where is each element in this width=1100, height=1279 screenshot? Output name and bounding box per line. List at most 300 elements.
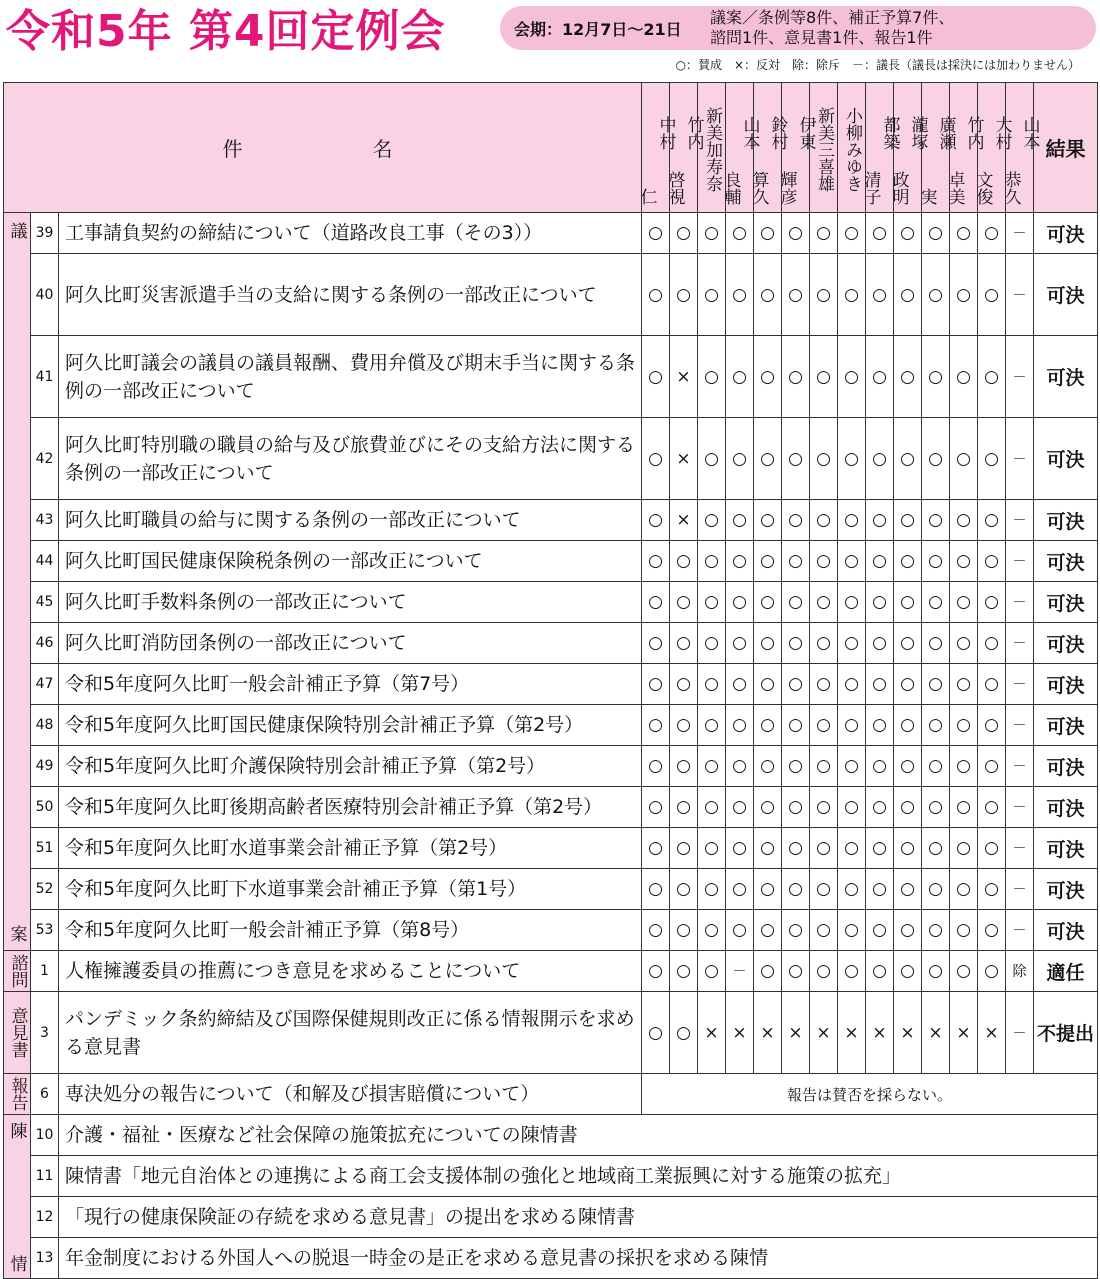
- report-note: 報告は賛否を採らない。: [642, 1074, 1098, 1115]
- vote-cell: ○: [838, 623, 866, 664]
- summary-line-1: 議案／条例等8件、補正予算7件、: [710, 8, 955, 27]
- vote-cell: ○: [866, 500, 894, 541]
- vote-cell: －: [1006, 828, 1034, 869]
- vote-cell: ○: [698, 746, 726, 787]
- vote-cell: ○: [726, 582, 754, 623]
- vote-cell: ○: [978, 500, 1006, 541]
- vote-cell: ○: [810, 418, 838, 500]
- vote-cell: ○: [866, 623, 894, 664]
- vote-cell: ○: [642, 705, 670, 746]
- result-cell: 可決: [1034, 213, 1098, 254]
- vote-cell: ○: [922, 254, 950, 336]
- vote-cell: ○: [782, 582, 810, 623]
- result-cell: 可決: [1034, 336, 1098, 418]
- vote-legend: ○：賛成 ×：反対 除：除斥 －：議長（議長は採決には加わりません）: [675, 58, 1080, 72]
- vote-cell: ○: [922, 705, 950, 746]
- vote-cell: ○: [950, 582, 978, 623]
- table-row: [4, 541, 1098, 582]
- table-row: [4, 992, 1098, 1074]
- vote-cell: ○: [754, 951, 782, 992]
- vote-cell: ×: [950, 992, 978, 1074]
- vote-cell: ○: [810, 951, 838, 992]
- member-header: 瀧塚 政明: [894, 83, 922, 213]
- vote-cell: ○: [642, 500, 670, 541]
- vote-cell: ○: [894, 582, 922, 623]
- vote-cell: ○: [642, 951, 670, 992]
- item-number: 11: [31, 1156, 59, 1197]
- item-title: 陳情書「地元自治体との連携による商工会支援体制の強化と地域商工業振興に対する施策の拡充」: [59, 1156, 1098, 1197]
- vote-cell: ○: [754, 582, 782, 623]
- vote-cell: ○: [866, 582, 894, 623]
- vote-cell: ○: [698, 951, 726, 992]
- vote-cell: ○: [726, 336, 754, 418]
- vote-cell: ○: [894, 213, 922, 254]
- vote-cell: ○: [866, 418, 894, 500]
- item-number: 44: [31, 541, 59, 582]
- vote-cell: －: [1006, 992, 1034, 1074]
- vote-cell: ○: [950, 828, 978, 869]
- item-number: 42: [31, 418, 59, 500]
- result-cell: 可決: [1034, 254, 1098, 336]
- vote-cell: ○: [838, 951, 866, 992]
- item-title: 「現行の健康保険証の存続を求める意見書」の提出を求める陳情書: [59, 1197, 1098, 1238]
- vote-cell: ○: [754, 705, 782, 746]
- vote-cell: ○: [894, 869, 922, 910]
- result-cell: 可決: [1034, 705, 1098, 746]
- vote-cell: ○: [782, 336, 810, 418]
- vote-cell: ○: [698, 336, 726, 418]
- vote-cell: ○: [922, 787, 950, 828]
- item-number: 49: [31, 746, 59, 787]
- vote-cell: ○: [810, 705, 838, 746]
- member-header: 竹内 卓美: [950, 83, 978, 213]
- item-number: 13: [31, 1238, 59, 1279]
- vote-cell: ×: [670, 500, 698, 541]
- vote-cell: ○: [782, 869, 810, 910]
- vote-cell: ○: [698, 828, 726, 869]
- result-cell: 可決: [1034, 418, 1098, 500]
- vote-cell: ○: [866, 254, 894, 336]
- item-title: 阿久比町特別職の職員の給与及び旅費並びにその支給方法に関する条例の一部改正について: [59, 418, 642, 500]
- table-row: [4, 213, 1098, 254]
- item-title: 専決処分の報告について（和解及び損害賠償について）: [59, 1074, 642, 1115]
- result-cell: 可決: [1034, 500, 1098, 541]
- voting-results-table: [3, 82, 1098, 1279]
- vote-cell: ○: [726, 213, 754, 254]
- vote-cell: ○: [670, 992, 698, 1074]
- vote-cell: ○: [922, 541, 950, 582]
- vote-cell: ×: [866, 992, 894, 1074]
- table-row: [4, 746, 1098, 787]
- vote-cell: ○: [726, 828, 754, 869]
- vote-cell: 除: [1006, 951, 1034, 992]
- item-title: 令和5年度阿久比町後期高齢者医療特別会計補正予算（第2号）: [59, 787, 642, 828]
- result-cell: 可決: [1034, 623, 1098, 664]
- vote-cell: －: [1006, 746, 1034, 787]
- result-cell: 可決: [1034, 541, 1098, 582]
- vote-cell: ○: [922, 869, 950, 910]
- vote-cell: ○: [754, 254, 782, 336]
- vote-cell: ○: [754, 213, 782, 254]
- vote-cell: ○: [866, 746, 894, 787]
- session-summary: [710, 8, 954, 48]
- category-label: 陳情: [6, 1121, 27, 1272]
- vote-cell: ○: [978, 541, 1006, 582]
- table-row: [4, 869, 1098, 910]
- vote-cell: ○: [642, 623, 670, 664]
- vote-cell: ○: [726, 746, 754, 787]
- vote-cell: ×: [978, 992, 1006, 1074]
- vote-cell: ×: [894, 992, 922, 1074]
- vote-cell: ○: [754, 336, 782, 418]
- vote-cell: ○: [978, 623, 1006, 664]
- vote-cell: ○: [670, 910, 698, 951]
- table-row: [4, 787, 1098, 828]
- table-row: [4, 828, 1098, 869]
- vote-cell: ○: [838, 418, 866, 500]
- vote-cell: ×: [782, 992, 810, 1074]
- vote-cell: ×: [670, 336, 698, 418]
- vote-cell: ○: [894, 746, 922, 787]
- vote-cell: ○: [726, 500, 754, 541]
- vote-cell: ○: [754, 787, 782, 828]
- vote-cell: ○: [922, 910, 950, 951]
- vote-cell: ×: [838, 992, 866, 1074]
- vote-cell: ○: [950, 869, 978, 910]
- item-number: 45: [31, 582, 59, 623]
- item-title: 阿久比町国民健康保険税条例の一部改正について: [59, 541, 642, 582]
- item-title: 令和5年度阿久比町一般会計補正予算（第8号）: [59, 910, 642, 951]
- vote-cell: ○: [838, 336, 866, 418]
- vote-cell: ×: [670, 418, 698, 500]
- vote-cell: ○: [670, 787, 698, 828]
- table-row: [4, 1115, 1098, 1156]
- vote-cell: ○: [978, 951, 1006, 992]
- member-header: 廣瀬 実: [922, 83, 950, 213]
- vote-cell: －: [1006, 705, 1034, 746]
- vote-cell: ○: [670, 828, 698, 869]
- vote-cell: ○: [950, 787, 978, 828]
- vote-cell: ○: [922, 500, 950, 541]
- item-title: 人権擁護委員の推薦につき意見を求めることについて: [59, 951, 642, 992]
- member-header: 山本 恭久: [1006, 83, 1034, 213]
- vote-cell: ○: [754, 500, 782, 541]
- vote-cell: ○: [950, 500, 978, 541]
- vote-cell: ○: [726, 541, 754, 582]
- item-title: 工事請負契約の締結について（道路改良工事（その3））: [59, 213, 642, 254]
- vote-cell: ○: [838, 664, 866, 705]
- result-cell: 可決: [1034, 828, 1098, 869]
- vote-cell: ○: [670, 623, 698, 664]
- vote-cell: －: [1006, 500, 1034, 541]
- table-row: [4, 254, 1098, 336]
- vote-cell: ○: [922, 418, 950, 500]
- vote-cell: ○: [810, 623, 838, 664]
- vote-cell: ○: [894, 787, 922, 828]
- table-row: [4, 623, 1098, 664]
- member-header: 小柳みゆき: [838, 83, 866, 213]
- vote-cell: ○: [782, 541, 810, 582]
- vote-cell: ○: [754, 828, 782, 869]
- vote-cell: －: [1006, 254, 1034, 336]
- vote-cell: ○: [670, 664, 698, 705]
- vote-cell: －: [1006, 787, 1034, 828]
- vote-cell: ○: [726, 623, 754, 664]
- vote-cell: ○: [978, 213, 1006, 254]
- vote-cell: ○: [754, 623, 782, 664]
- vote-cell: ○: [866, 213, 894, 254]
- vote-cell: ○: [642, 910, 670, 951]
- category-label: 報告: [7, 1077, 28, 1111]
- session-term: 会期：12月7日〜21日: [514, 20, 682, 39]
- vote-cell: ○: [782, 213, 810, 254]
- item-title: 介護・福祉・医療など社会保障の施策拡充についての陳情書: [59, 1115, 1098, 1156]
- result-cell: 可決: [1034, 910, 1098, 951]
- vote-cell: ○: [670, 705, 698, 746]
- item-title: パンデミック条約締結及び国際保健規則改正に係る情報開示を求める意見書: [59, 992, 642, 1074]
- vote-cell: ○: [978, 746, 1006, 787]
- vote-cell: ○: [894, 951, 922, 992]
- vote-cell: ○: [978, 664, 1006, 705]
- vote-cell: ○: [894, 336, 922, 418]
- vote-cell: ○: [838, 746, 866, 787]
- vote-cell: －: [1006, 623, 1034, 664]
- vote-cell: ○: [754, 664, 782, 705]
- vote-cell: ○: [950, 541, 978, 582]
- category-cell: [4, 1074, 31, 1115]
- result-cell: 可決: [1034, 746, 1098, 787]
- vote-cell: ○: [810, 541, 838, 582]
- vote-cell: ○: [894, 541, 922, 582]
- vote-cell: ○: [838, 828, 866, 869]
- vote-cell: ○: [810, 254, 838, 336]
- vote-cell: ○: [978, 787, 1006, 828]
- vote-cell: ○: [726, 418, 754, 500]
- item-number: 52: [31, 869, 59, 910]
- vote-cell: ○: [642, 869, 670, 910]
- table-row: [4, 910, 1098, 951]
- vote-cell: －: [1006, 582, 1034, 623]
- vote-cell: －: [726, 951, 754, 992]
- vote-cell: ○: [866, 910, 894, 951]
- item-title: 阿久比町議会の議員の議員報酬、費用弁償及び期末手当に関する条例の一部改正について: [59, 336, 642, 418]
- vote-cell: ×: [726, 992, 754, 1074]
- vote-cell: ○: [810, 582, 838, 623]
- member-header: 新美加寿奈: [698, 83, 726, 213]
- vote-cell: ○: [810, 787, 838, 828]
- vote-cell: ○: [670, 869, 698, 910]
- column-header-result: 結果: [1034, 83, 1098, 213]
- table-row: [4, 951, 1098, 992]
- vote-cell: ○: [838, 500, 866, 541]
- vote-cell: ○: [642, 746, 670, 787]
- item-number: 51: [31, 828, 59, 869]
- vote-cell: ○: [642, 664, 670, 705]
- vote-cell: ○: [950, 705, 978, 746]
- vote-cell: ○: [698, 213, 726, 254]
- vote-cell: ○: [866, 787, 894, 828]
- vote-cell: －: [1006, 213, 1034, 254]
- item-number: 39: [31, 213, 59, 254]
- vote-cell: ○: [810, 500, 838, 541]
- category-cell: [4, 951, 31, 992]
- member-header: 新美三喜雄: [810, 83, 838, 213]
- item-number: 12: [31, 1197, 59, 1238]
- category-cell: [4, 992, 31, 1074]
- vote-cell: ○: [698, 705, 726, 746]
- vote-cell: ○: [782, 951, 810, 992]
- vote-cell: ○: [978, 582, 1006, 623]
- vote-cell: ○: [866, 951, 894, 992]
- vote-cell: ○: [642, 418, 670, 500]
- category-label: 意見書: [7, 1007, 28, 1058]
- vote-cell: ×: [922, 992, 950, 1074]
- item-title: 令和5年度阿久比町下水道事業会計補正予算（第1号）: [59, 869, 642, 910]
- header-row: [4, 83, 1098, 213]
- item-title: 令和5年度阿久比町国民健康保険特別会計補正予算（第2号）: [59, 705, 642, 746]
- vote-cell: ×: [810, 992, 838, 1074]
- vote-cell: ×: [754, 992, 782, 1074]
- vote-cell: ○: [782, 623, 810, 664]
- vote-cell: ○: [782, 787, 810, 828]
- vote-cell: ○: [754, 418, 782, 500]
- vote-cell: ○: [782, 910, 810, 951]
- member-header: 鈴村 算久: [754, 83, 782, 213]
- vote-cell: ○: [950, 746, 978, 787]
- item-title: 阿久比町手数料条例の一部改正について: [59, 582, 642, 623]
- table-row: [4, 336, 1098, 418]
- vote-cell: ○: [894, 500, 922, 541]
- item-number: 48: [31, 705, 59, 746]
- vote-cell: ○: [810, 910, 838, 951]
- vote-cell: ○: [698, 910, 726, 951]
- table-row: [4, 1074, 1098, 1115]
- result-cell: 不提出: [1034, 992, 1098, 1074]
- vote-cell: ○: [754, 541, 782, 582]
- vote-cell: ○: [642, 254, 670, 336]
- vote-cell: ○: [922, 664, 950, 705]
- vote-cell: ○: [838, 213, 866, 254]
- vote-cell: ○: [950, 336, 978, 418]
- table-row: [4, 418, 1098, 500]
- vote-cell: ○: [726, 869, 754, 910]
- vote-cell: ○: [894, 664, 922, 705]
- vote-cell: ○: [670, 951, 698, 992]
- vote-cell: ○: [810, 336, 838, 418]
- vote-cell: ○: [810, 213, 838, 254]
- vote-cell: ○: [922, 951, 950, 992]
- result-cell: 可決: [1034, 582, 1098, 623]
- item-title: 令和5年度阿久比町水道事業会計補正予算（第2号）: [59, 828, 642, 869]
- table-row: [4, 705, 1098, 746]
- item-title: 令和5年度阿久比町介護保険特別会計補正予算（第2号）: [59, 746, 642, 787]
- item-number: 40: [31, 254, 59, 336]
- vote-cell: ○: [978, 254, 1006, 336]
- vote-cell: ○: [838, 541, 866, 582]
- table-row: [4, 1238, 1098, 1279]
- member-header: 山本 良輔: [726, 83, 754, 213]
- vote-cell: ×: [698, 992, 726, 1074]
- vote-cell: ○: [978, 869, 1006, 910]
- vote-cell: ○: [866, 828, 894, 869]
- vote-cell: ○: [698, 582, 726, 623]
- member-header: 大村 文俊: [978, 83, 1006, 213]
- vote-cell: ○: [978, 336, 1006, 418]
- item-title: 阿久比町職員の給与に関する条例の一部改正について: [59, 500, 642, 541]
- item-title: 阿久比町消防団条例の一部改正について: [59, 623, 642, 664]
- vote-cell: ○: [978, 705, 1006, 746]
- result-cell: 適任: [1034, 951, 1098, 992]
- vote-cell: ○: [838, 869, 866, 910]
- vote-cell: ○: [922, 623, 950, 664]
- vote-cell: ○: [922, 828, 950, 869]
- item-number: 50: [31, 787, 59, 828]
- vote-cell: ○: [698, 869, 726, 910]
- item-number: 6: [31, 1074, 59, 1115]
- vote-cell: ○: [726, 664, 754, 705]
- vote-cell: ○: [838, 787, 866, 828]
- table-row: [4, 664, 1098, 705]
- vote-cell: ○: [810, 869, 838, 910]
- vote-cell: ○: [894, 828, 922, 869]
- vote-cell: ○: [894, 910, 922, 951]
- vote-cell: ○: [950, 910, 978, 951]
- vote-cell: ○: [642, 992, 670, 1074]
- vote-cell: ○: [670, 582, 698, 623]
- vote-cell: ○: [726, 910, 754, 951]
- vote-cell: ○: [866, 541, 894, 582]
- vote-cell: ○: [698, 418, 726, 500]
- vote-cell: ○: [698, 664, 726, 705]
- item-number: 47: [31, 664, 59, 705]
- vote-cell: ○: [642, 213, 670, 254]
- member-header: 都築 清子: [866, 83, 894, 213]
- vote-cell: ○: [838, 705, 866, 746]
- vote-cell: ○: [754, 746, 782, 787]
- vote-cell: ○: [782, 254, 810, 336]
- vote-cell: －: [1006, 541, 1034, 582]
- vote-cell: ○: [642, 582, 670, 623]
- vote-cell: ○: [782, 664, 810, 705]
- vote-cell: －: [1006, 336, 1034, 418]
- table-row: [4, 1197, 1098, 1238]
- vote-cell: ○: [670, 541, 698, 582]
- vote-cell: ○: [922, 746, 950, 787]
- vote-cell: ○: [950, 418, 978, 500]
- vote-cell: ○: [726, 705, 754, 746]
- vote-cell: ○: [810, 828, 838, 869]
- vote-cell: ○: [782, 705, 810, 746]
- vote-cell: ○: [754, 869, 782, 910]
- vote-cell: ○: [642, 541, 670, 582]
- vote-cell: ○: [642, 787, 670, 828]
- table-row: [4, 1156, 1098, 1197]
- vote-cell: ○: [894, 623, 922, 664]
- member-header: 竹内 啓視: [670, 83, 698, 213]
- item-title: 令和5年度阿久比町一般会計補正予算（第7号）: [59, 664, 642, 705]
- table-row: [4, 582, 1098, 623]
- session-info-badge: [500, 6, 1096, 50]
- vote-cell: ○: [782, 418, 810, 500]
- category-label: 諮問: [7, 954, 28, 988]
- category-label: 議案: [6, 221, 27, 942]
- vote-cell: ○: [698, 500, 726, 541]
- vote-cell: －: [1006, 869, 1034, 910]
- vote-cell: ○: [698, 541, 726, 582]
- vote-cell: ○: [978, 910, 1006, 951]
- vote-cell: －: [1006, 910, 1034, 951]
- result-cell: 可決: [1034, 664, 1098, 705]
